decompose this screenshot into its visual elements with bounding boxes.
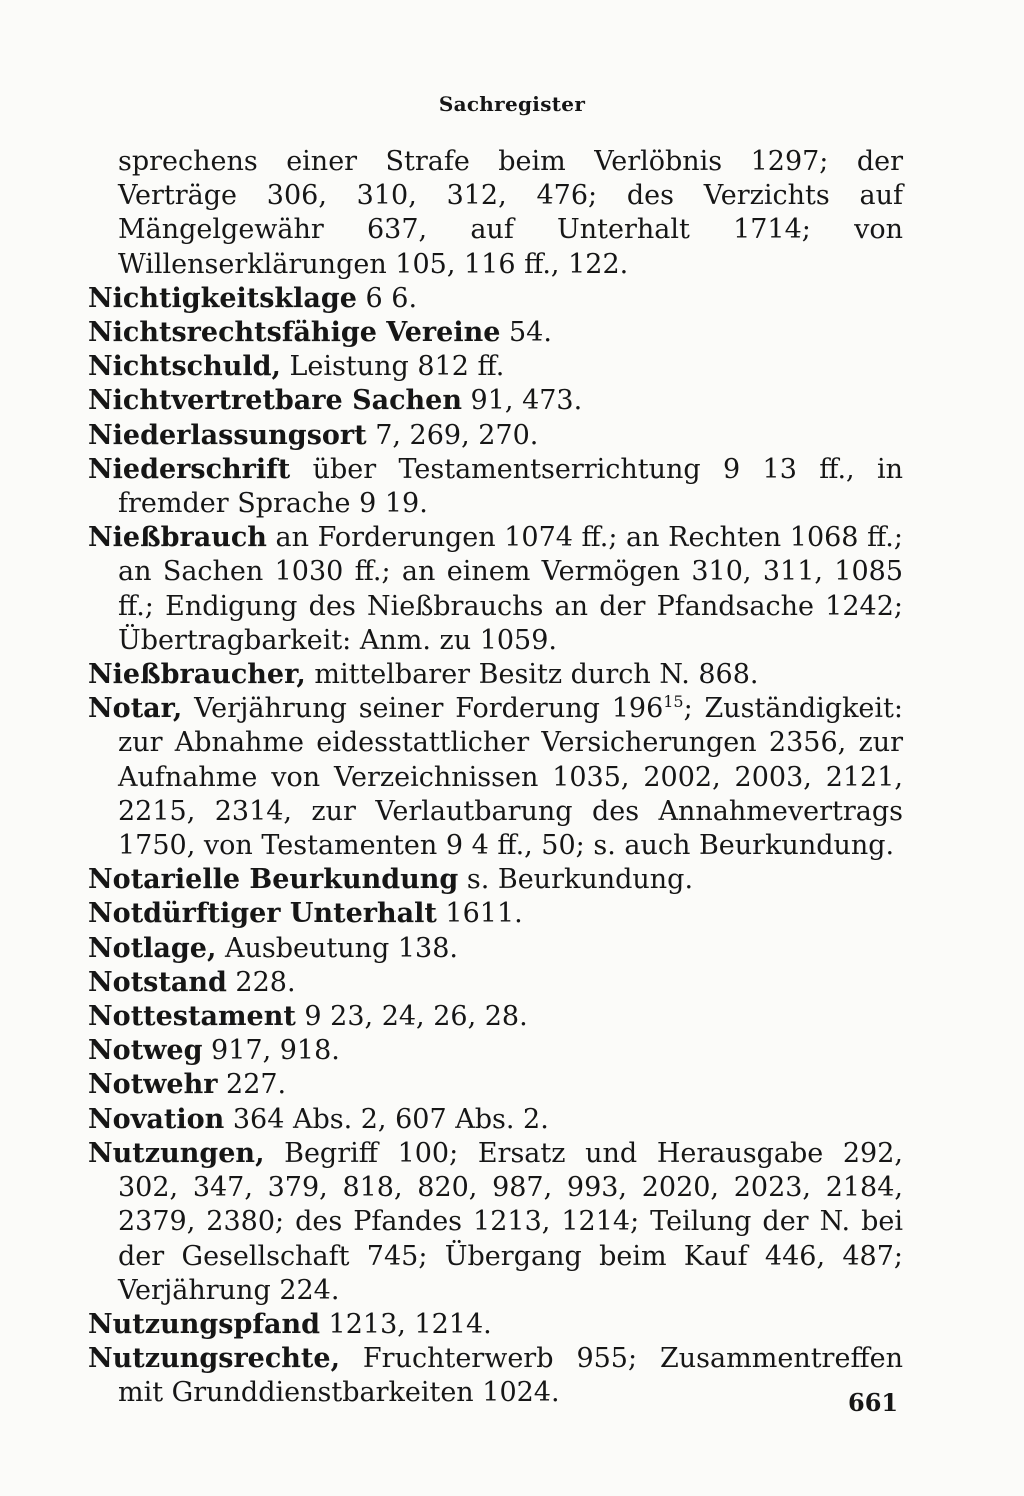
- entry-text: Verjährung seiner Forderung 196: [182, 693, 664, 725]
- entry-text-continued: ; Zuständigkeit: zur Abnahme eidesstattlicher Versicherungen 2356, zur Aufnahme von Verzeichnissen 1035, 2002, 2003, 2121, 2215, 2314, zur Verlautbarung des Annahmevertrags 1750, von Testamenten 9 4 ff., 50; s. auch Beurkundung.: [118, 693, 903, 862]
- entry-keyword: Nutzungspfand: [88, 1308, 320, 1340]
- entry-text: 1213, 1214.: [319, 1308, 492, 1340]
- entry-text: sprechens einer Strafe beim Verlöbnis 1297; der Verträge 306, 310, 312, 476; des Verzichts auf Mängelgewähr 637, auf Unterhalt 1714; von Willenserklärungen 105, 116 ff., 122.: [118, 146, 903, 280]
- entry-text: über Testamentserrichtung 9 13 ff., in fremder Sprache 9 19.: [118, 453, 903, 520]
- entry-keyword: Notstand: [88, 966, 227, 998]
- entry-keyword: Nichtschuld,: [88, 351, 281, 383]
- index-entry: [88, 419, 903, 453]
- index-entry: [88, 384, 903, 418]
- index-entry: [88, 1000, 903, 1034]
- entry-keyword: Nutzungsrechte,: [88, 1343, 340, 1375]
- index-entry: [88, 658, 903, 692]
- index-entry: [88, 932, 903, 966]
- entry-text: 6 6.: [356, 282, 418, 314]
- index-entry: [88, 282, 903, 316]
- entry-keyword: Notdürftiger Unterhalt: [88, 898, 437, 930]
- entry-text: Begriff 100; Ersatz und Herausgabe 292, 302, 347, 379, 818, 820, 987, 993, 2020, 2023, 2184, 2379, 2380; des Pfandes 1213, 1214; Teilung der N. bei der Gesellschaft 745; Übergang beim Kauf 446, 487; Verjährung 224.: [118, 1137, 903, 1306]
- footnote-superscript: 15: [663, 692, 684, 712]
- index-entry: [88, 453, 903, 521]
- index-entry: [88, 863, 903, 897]
- entry-keyword: Notlage,: [88, 932, 217, 964]
- entry-keyword: Notweg: [88, 1035, 203, 1067]
- entry-keyword: Nutzungen,: [88, 1137, 265, 1169]
- running-header: Sachregister: [438, 92, 586, 116]
- entry-text: 364 Abs. 2, 607 Abs. 2.: [224, 1103, 549, 1135]
- entry-keyword: Nießbraucher,: [88, 659, 306, 691]
- index-entry: [88, 521, 903, 658]
- index-entry: [88, 1137, 903, 1308]
- entry-keyword: Nichtigkeitsklage: [88, 282, 357, 314]
- page-number: 661: [848, 1388, 899, 1417]
- entry-keyword: Nießbrauch: [88, 522, 267, 554]
- entry-text: 9 23, 24, 26, 28.: [295, 1001, 528, 1033]
- entry-text: Fruchterwerb 955; Zusammentreffen mit Grunddienstbarkeiten 1024.: [118, 1343, 903, 1409]
- entry-text: 91, 473.: [461, 385, 583, 417]
- entry-text: Ausbeutung 138.: [216, 932, 458, 964]
- entry-keyword: Nottestament: [88, 1001, 296, 1033]
- entry-text: s. Beurkundung.: [458, 864, 694, 896]
- entry-text: 227.: [217, 1069, 287, 1101]
- index-entry: [88, 316, 903, 350]
- index-entry: [88, 145, 903, 282]
- entry-keyword: Notar,: [88, 693, 183, 725]
- entry-text: Leistung 812 ff.: [280, 351, 505, 383]
- entry-text: 1611.: [436, 898, 523, 930]
- entry-keyword: Novation: [88, 1103, 225, 1135]
- index-entry: [88, 1342, 903, 1410]
- entry-keyword: Notwehr: [88, 1069, 218, 1101]
- index-entry: [88, 1308, 903, 1342]
- entry-text: 917, 918.: [202, 1035, 340, 1067]
- index-entry: [88, 1068, 903, 1102]
- entry-keyword: Niederschrift: [88, 453, 291, 485]
- entry-text: mittelbarer Besitz durch N. 868.: [305, 659, 759, 691]
- entry-text: 7, 269, 270.: [366, 419, 539, 451]
- entry-keyword: Niederlassungsort: [88, 419, 367, 451]
- entry-keyword: Nichtsrechtsfähige Vereine: [88, 317, 501, 349]
- index-entries: [88, 145, 903, 1411]
- entry-text: 228.: [226, 966, 296, 998]
- entry-text: an Forderungen 1074 ff.; an Rechten 1068 ff.; an Sachen 1030 ff.; an einem Vermögen 310, 311, 1085 ff.; Endigung des Nießbrauchs an der Pfandsache 1242; Übertragbarkeit: Anm. zu 1059.: [118, 522, 903, 656]
- entry-keyword: Notarielle Beurkundung: [88, 864, 459, 896]
- index-entry: [88, 1103, 903, 1137]
- index-entry: [88, 692, 903, 863]
- index-entry: [88, 350, 903, 384]
- entry-text: 54.: [500, 317, 552, 349]
- index-entry: [88, 1034, 903, 1068]
- entry-keyword: Nichtvertretbare Sachen: [88, 385, 462, 417]
- index-entry: [88, 966, 903, 1000]
- index-entry: [88, 897, 903, 931]
